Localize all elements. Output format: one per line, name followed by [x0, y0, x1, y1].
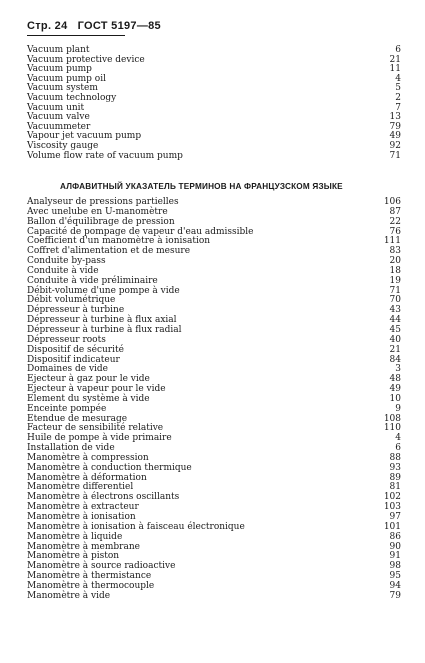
entry-term: Manomètre à conduction thermique — [27, 462, 192, 473]
page-header — [27, 20, 161, 32]
entry-page: 2 — [395, 92, 401, 103]
entry-term: Avec unelube en U-manomètre — [27, 206, 168, 217]
entry-page: 94 — [389, 580, 401, 591]
entry-term: Manomètre à vide — [27, 590, 111, 601]
entry-page: 101 — [383, 521, 401, 532]
entry-term: Manomètre differentiel — [27, 482, 134, 493]
index-entry — [27, 592, 401, 602]
entry-page: 97 — [389, 512, 401, 522]
entry-term: Vacuummeter — [27, 121, 91, 132]
entry-term: Coefficient d'un manomètre à ionisation — [27, 236, 211, 247]
entry-page: 49 — [389, 384, 401, 395]
entry-page: 110 — [383, 423, 401, 434]
entry-page: 106 — [383, 197, 401, 207]
entry-term: Ballon d'équilibrage de pression — [27, 216, 175, 227]
entry-term: Coffret d'alimentation et de mesure — [27, 246, 191, 257]
entry-term: Analyseur de pressions partielles — [27, 197, 179, 207]
entry-page: 45 — [389, 324, 401, 335]
entry-page: 95 — [389, 571, 401, 582]
entry-term: Installation de vide — [27, 443, 115, 454]
page-number: Стр. 24 — [27, 20, 68, 32]
entry-page: 10 — [389, 393, 401, 404]
entry-term: Dépresseur roots — [27, 334, 106, 345]
entry-page: 4 — [395, 433, 401, 444]
entry-term: Volume flow rate of vacuum pump — [27, 150, 183, 161]
entry-page: 3 — [395, 364, 401, 375]
entry-page: 40 — [389, 334, 401, 345]
entry-term: Element du système à vide — [27, 393, 150, 404]
entry-page: 108 — [383, 413, 401, 424]
entry-term: Manomètre à membrane — [27, 541, 140, 552]
entry-page: 102 — [383, 492, 401, 503]
entry-term: Viscosity gauge — [27, 140, 99, 151]
entry-term: Vacuum technology — [27, 92, 117, 103]
entry-page: 81 — [389, 482, 401, 493]
entry-term: Vacuum pump oil — [27, 73, 106, 84]
entry-page: 22 — [389, 216, 401, 227]
entry-page: 44 — [389, 315, 401, 326]
entry-term: Dépresseur à turbine — [27, 305, 125, 316]
entry-term: Capacité de pompage de vapeur d'eau admissible — [27, 226, 254, 237]
entry-page: 49 — [389, 131, 401, 142]
entry-page: 6 — [395, 45, 401, 55]
entry-term: Dépresseur à turbine à flux radial — [27, 324, 182, 335]
entry-term: Dispositif de sécurité — [27, 344, 124, 355]
entry-term: Enceinte pompée — [27, 403, 107, 414]
index-entry — [27, 152, 401, 162]
entry-term: Conduite à vide — [27, 265, 99, 276]
entry-term: Dépresseur à turbine à flux axial — [27, 315, 177, 326]
entry-term: Vapour jet vacuum pump — [27, 131, 142, 142]
entry-term: Débit volumétrique — [27, 295, 116, 306]
entry-page: 89 — [389, 472, 401, 483]
entry-term: Manomètre à thermistance — [27, 571, 152, 582]
entry-term: Manomètre à électrons oscillants — [27, 492, 180, 503]
entry-term: Huile de pompe à vide primaire — [27, 433, 172, 444]
english-terms-list — [27, 46, 401, 161]
entry-page: 79 — [389, 121, 401, 132]
entry-page: 18 — [389, 265, 401, 276]
entry-term: Dispositif indicateur — [27, 354, 120, 365]
entry-term: Vacuum unit — [27, 102, 85, 113]
entry-page: 84 — [389, 354, 401, 365]
entry-term: Manomètre à liquide — [27, 531, 123, 542]
entry-page: 98 — [389, 561, 401, 572]
entry-page: 21 — [389, 54, 401, 65]
entry-term: Manomètre à ionisation — [27, 512, 136, 522]
entry-term: Manomètre à extracteur — [27, 502, 139, 513]
entry-page: 13 — [389, 112, 401, 123]
entry-term: Manomètre à source radioactive — [27, 561, 176, 572]
entry-term: Vacuum system — [27, 83, 98, 94]
entry-term: Manomètre à déformation — [27, 472, 147, 483]
entry-page: 87 — [389, 206, 401, 217]
entry-page: 11 — [389, 64, 401, 75]
entry-term: Manomètre à thermocouple — [27, 580, 155, 591]
entry-term: Conduite by-pass — [27, 256, 106, 267]
entry-page: 20 — [389, 256, 401, 267]
entry-term: Conduite à vide préliminaire — [27, 275, 158, 286]
french-terms-list — [27, 198, 401, 602]
entry-page: 9 — [395, 403, 401, 414]
entry-page: 88 — [389, 452, 401, 463]
entry-page: 48 — [389, 374, 401, 385]
entry-term: Vacuum protective device — [27, 54, 145, 65]
entry-page: 71 — [389, 150, 401, 161]
standard-code: ГОСТ 5197—85 — [77, 20, 161, 32]
entry-term: Manomètre à ionisation à faisceau électronique — [27, 521, 245, 532]
entry-page: 91 — [389, 551, 401, 562]
header-rule — [27, 35, 125, 36]
entry-page: 103 — [383, 502, 401, 513]
entry-page: 70 — [389, 295, 401, 306]
entry-term: Vacuum valve — [27, 112, 90, 123]
entry-term: Manomètre à compression — [27, 452, 149, 463]
entry-page: 5 — [395, 83, 401, 94]
entry-term: Manomètre à piston — [27, 551, 120, 562]
entry-page: 4 — [395, 73, 401, 84]
entry-page: 90 — [389, 541, 401, 552]
entry-term: Débit-volume d'une pompe à vide — [27, 285, 180, 296]
entry-page: 86 — [389, 531, 401, 542]
entry-term: Etendue de mesurage — [27, 413, 128, 424]
entry-page: 93 — [389, 462, 401, 473]
entry-term: Domaines de vide — [27, 364, 109, 375]
entry-term: Ejecteur à gaz pour le vide — [27, 374, 150, 385]
entry-page: 76 — [389, 226, 401, 237]
entry-page: 92 — [389, 140, 401, 151]
entry-page: 6 — [395, 443, 401, 454]
entry-page: 83 — [389, 246, 401, 257]
entry-page: 79 — [389, 590, 401, 601]
entry-term: Vacuum plant — [27, 45, 90, 55]
entry-page: 111 — [383, 236, 401, 247]
entry-page: 19 — [389, 275, 401, 286]
entry-page: 21 — [389, 344, 401, 355]
section-title: АЛФАВИТНЫЙ УКАЗАТЕЛЬ ТЕРМИНОВ НА ФРАНЦУЗСКОМ ЯЗЫКЕ — [60, 182, 343, 191]
entry-page: 71 — [389, 285, 401, 296]
entry-term: Vacuum pump — [27, 64, 92, 75]
entry-term: Facteur de sensibilité relative — [27, 423, 164, 434]
entry-page: 43 — [389, 305, 401, 316]
entry-term: Ejecteur à vapeur pour le vide — [27, 384, 166, 395]
entry-page: 7 — [395, 102, 401, 113]
